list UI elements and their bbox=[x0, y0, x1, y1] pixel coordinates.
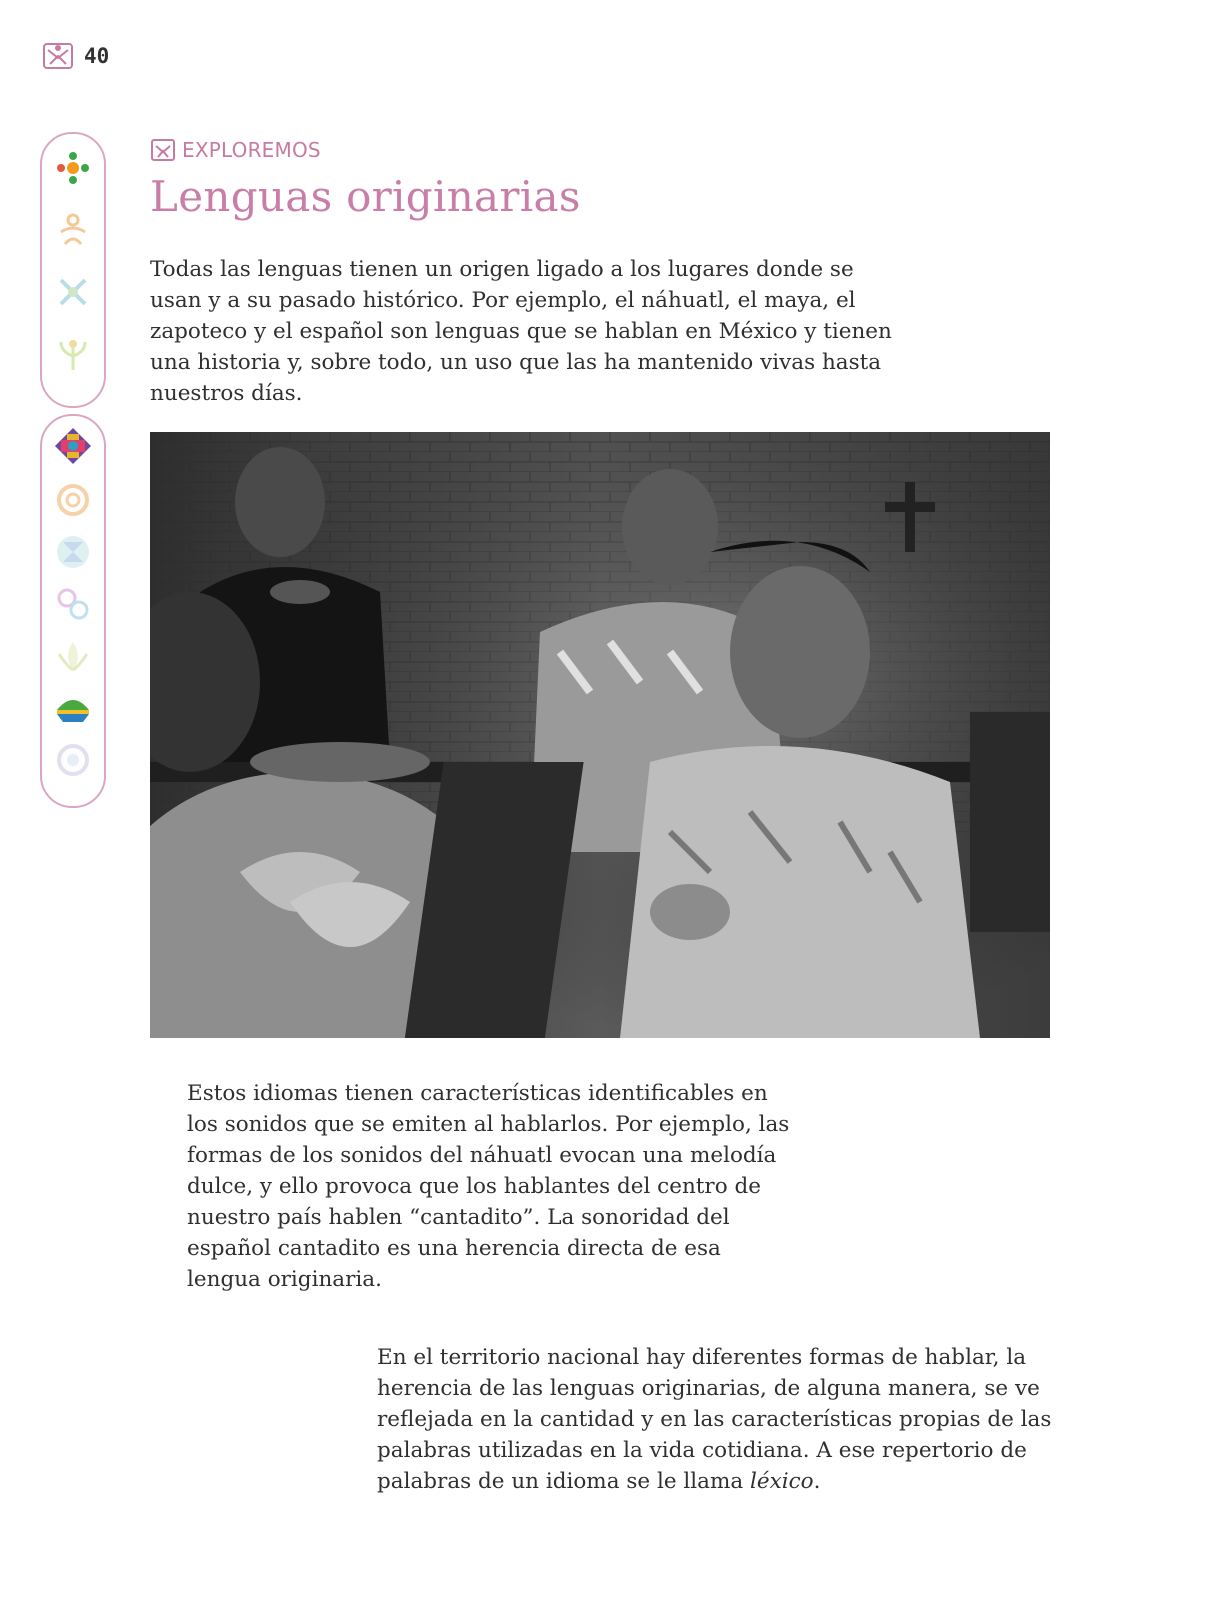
puzzle-icon[interactable] bbox=[53, 426, 93, 466]
lexicon-term: léxico bbox=[750, 1469, 814, 1494]
cross-figure-icon[interactable] bbox=[53, 272, 93, 312]
figure-icon[interactable] bbox=[53, 210, 93, 250]
lexicon-paragraph-end: . bbox=[813, 1469, 821, 1494]
plant-figure-icon[interactable] bbox=[53, 334, 93, 374]
photo-women-and-girl bbox=[150, 432, 1050, 1038]
section-kicker-label: EXPLOREMOS bbox=[182, 138, 321, 162]
intro-paragraph: Todas las lenguas tienen un origen ligado a los lugares donde se usan y a su pasado histórico. Por ejemplo, el náhuatl, el maya, el zapoteco y el español son lenguas que se hablan en México y tienen una historia y, sobre todo, un uso que las ha mantenido vivas hasta nuestros días. bbox=[150, 257, 892, 406]
link-icon[interactable] bbox=[53, 584, 93, 624]
sidebar-group-2 bbox=[40, 414, 106, 808]
sounds-paragraph: Estos idiomas tienen características identificables en los sonidos que se emiten al hablarlos. Por ejemplo, las formas de los sonidos del náhuatl evocan una melodía dulce, y ello provoca que los hablantes del centro de nuestro país hablen “cantadito”. La sonoridad del español cantadito es una herencia directa de esa lengua originaria. bbox=[187, 1081, 790, 1292]
section-kicker bbox=[150, 138, 321, 162]
lexicon-paragraph bbox=[377, 1342, 1077, 1497]
page-header bbox=[40, 38, 109, 74]
page-number: 40 bbox=[84, 44, 110, 68]
lotus-icon[interactable] bbox=[53, 636, 93, 676]
ornament-icon bbox=[150, 138, 176, 162]
flower-icon[interactable] bbox=[53, 148, 93, 188]
section-title: Lenguas originarias bbox=[150, 172, 581, 221]
circle-icon[interactable] bbox=[53, 740, 93, 780]
hemisphere-icon[interactable] bbox=[53, 688, 93, 728]
sidebar-group-1 bbox=[40, 132, 106, 408]
photo-illustration bbox=[150, 432, 1050, 1038]
hourglass-icon[interactable] bbox=[53, 532, 93, 572]
lexicon-paragraph-text: En el territorio nacional hay diferentes formas de hablar, la herencia de las lenguas originarias, de alguna manera, se ve reflejada en la cantidad y en las características propias de las palabras utilizadas en la vida cotidiana. A ese repertorio de palabras de un idioma se le llama bbox=[377, 1345, 1052, 1494]
ornament-logo-icon bbox=[40, 38, 76, 74]
spiral-icon[interactable] bbox=[53, 480, 93, 520]
